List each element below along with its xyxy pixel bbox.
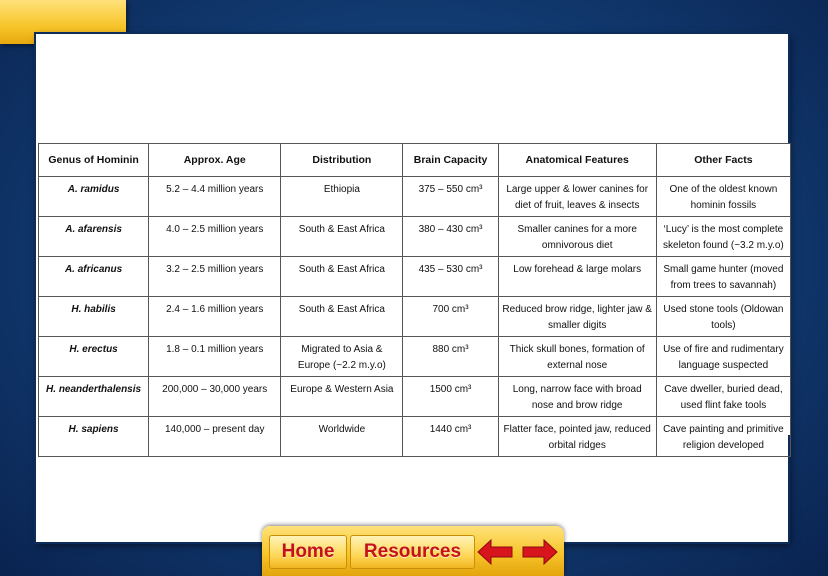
hominin-table xyxy=(38,143,791,457)
cell-other-facts: Used stone tools (Oldowan tools) xyxy=(656,297,790,337)
cell-age: 5.2 – 4.4 million years xyxy=(149,177,281,217)
header-brain-capacity: Brain Capacity xyxy=(403,144,498,177)
cell-distribution: South & East Africa xyxy=(281,257,403,297)
table-row xyxy=(39,177,791,217)
home-button[interactable]: Home xyxy=(269,535,347,569)
table-row xyxy=(39,257,791,297)
cell-other-facts: One of the oldest known hominin fossils xyxy=(656,177,790,217)
cell-genus: H. neanderthalensis xyxy=(39,377,149,417)
cell-other-facts: Cave dweller, buried dead, used flint fake tools xyxy=(656,377,790,417)
cell-brain-capacity: 1500 cm³ xyxy=(403,377,498,417)
cell-genus: H. habilis xyxy=(39,297,149,337)
table-row xyxy=(39,417,791,457)
header-age: Approx. Age xyxy=(149,144,281,177)
cell-brain-capacity: 375 – 550 cm³ xyxy=(403,177,498,217)
table-row xyxy=(39,377,791,417)
header-genus: Genus of Hominin xyxy=(39,144,149,177)
table-row xyxy=(39,337,791,377)
cell-genus: A. africanus xyxy=(39,257,149,297)
cell-anatomical-features: Long, narrow face with broad nose and brow ridge xyxy=(498,377,656,417)
cell-age: 2.4 – 1.6 million years xyxy=(149,297,281,337)
cell-anatomical-features: Smaller canines for a more omnivorous diet xyxy=(498,217,656,257)
arrow-left-icon[interactable] xyxy=(477,539,513,565)
cell-other-facts: ‘Lucy’ is the most complete skeleton found (~3.2 m.y.o) xyxy=(656,217,790,257)
cell-anatomical-features: Thick skull bones, formation of external nose xyxy=(498,337,656,377)
cell-other-facts: Use of fire and rudimentary language suspected xyxy=(656,337,790,377)
cell-anatomical-features: Flatter face, pointed jaw, reduced orbital ridges xyxy=(498,417,656,457)
header-other-facts: Other Facts xyxy=(656,144,790,177)
cell-other-facts: Small game hunter (moved from trees to savannah) xyxy=(656,257,790,297)
cell-genus: A. ramidus xyxy=(39,177,149,217)
cell-distribution: Ethiopia xyxy=(281,177,403,217)
cell-distribution: Worldwide xyxy=(281,417,403,457)
table-header-row xyxy=(39,144,791,177)
cell-anatomical-features: Low forehead & large molars xyxy=(498,257,656,297)
cell-genus: H. sapiens xyxy=(39,417,149,457)
cell-genus: A. afarensis xyxy=(39,217,149,257)
cell-distribution: Europe & Western Asia xyxy=(281,377,403,417)
hominin-table-container xyxy=(38,143,791,451)
cell-age: 200,000 – 30,000 years xyxy=(149,377,281,417)
table-row xyxy=(39,297,791,337)
header-anatomical-features: Anatomical Features xyxy=(498,144,656,177)
cell-brain-capacity: 380 – 430 cm³ xyxy=(403,217,498,257)
cell-brain-capacity: 880 cm³ xyxy=(403,337,498,377)
cell-anatomical-features: Reduced brow ridge, lighter jaw & smaller digits xyxy=(498,297,656,337)
cell-genus: H. erectus xyxy=(39,337,149,377)
arrow-right-icon[interactable] xyxy=(522,539,558,565)
cell-brain-capacity: 1440 cm³ xyxy=(403,417,498,457)
cell-distribution: South & East Africa xyxy=(281,297,403,337)
cell-age: 140,000 – present day xyxy=(149,417,281,457)
navigation-bar xyxy=(262,526,564,576)
cell-age: 1.8 – 0.1 million years xyxy=(149,337,281,377)
cell-age: 3.2 – 2.5 million years xyxy=(149,257,281,297)
cell-distribution: South & East Africa xyxy=(281,217,403,257)
cell-distribution: Migrated to Asia & Europe (~2.2 m.y.o) xyxy=(281,337,403,377)
header-distribution: Distribution xyxy=(281,144,403,177)
cell-brain-capacity: 435 – 530 cm³ xyxy=(403,257,498,297)
cell-brain-capacity: 700 cm³ xyxy=(403,297,498,337)
cell-other-facts: Cave painting and primitive religion developed xyxy=(656,417,790,457)
cell-age: 4.0 – 2.5 million years xyxy=(149,217,281,257)
resources-button[interactable]: Resources xyxy=(350,535,475,569)
table-row xyxy=(39,217,791,257)
cell-anatomical-features: Large upper & lower canines for diet of fruit, leaves & insects xyxy=(498,177,656,217)
